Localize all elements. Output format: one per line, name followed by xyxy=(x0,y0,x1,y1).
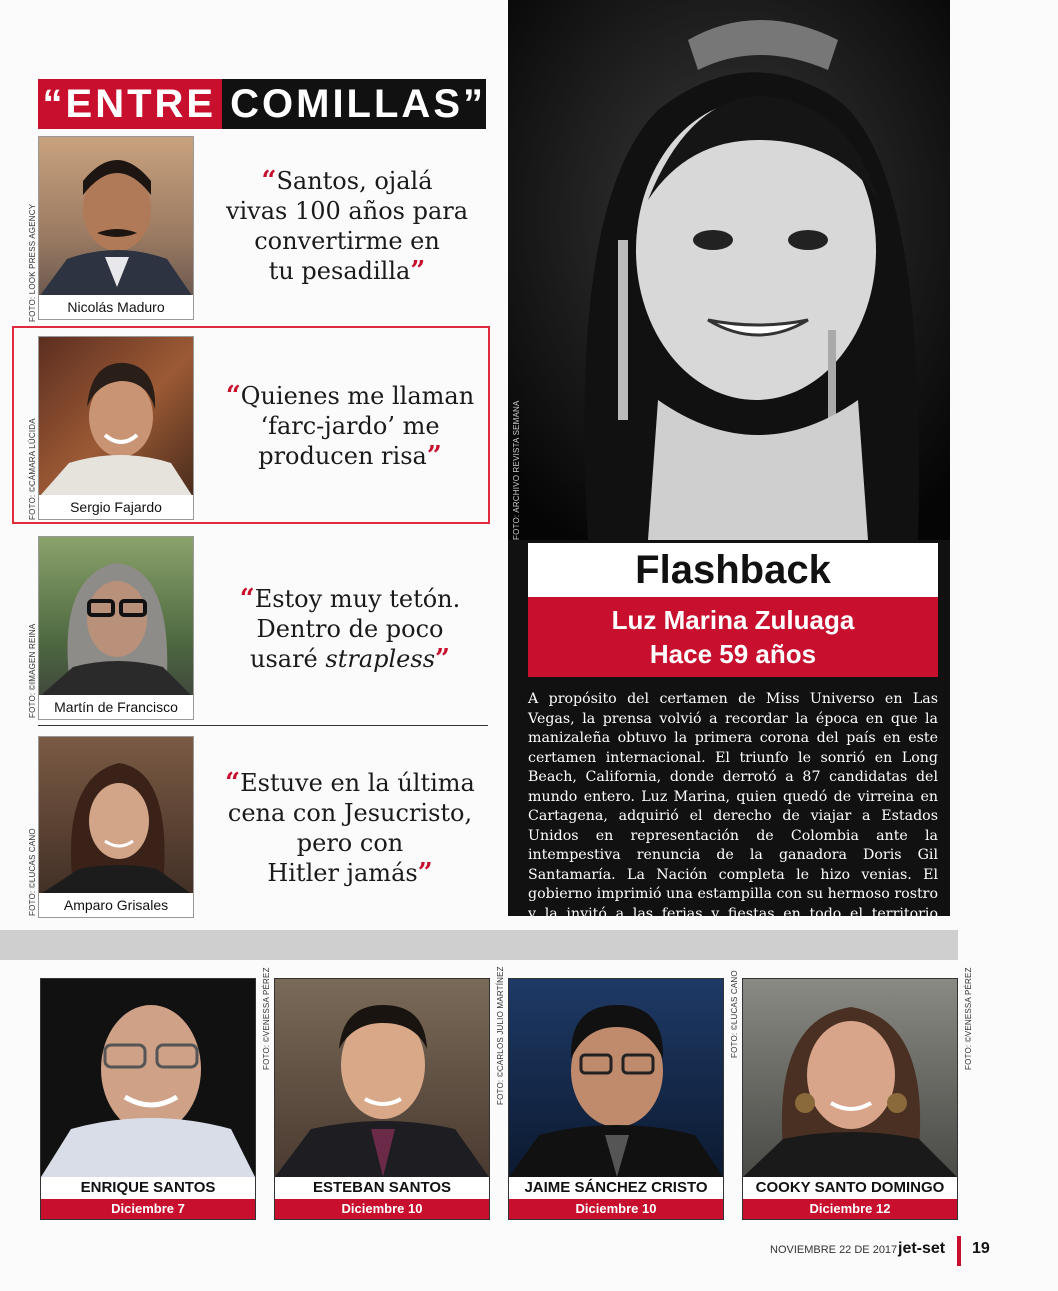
birthday-date: Diciembre 10 xyxy=(509,1199,723,1219)
portrait-enrique xyxy=(41,979,255,1177)
flashback-years: Hace 59 años xyxy=(649,639,817,669)
flashback-title: Flashback xyxy=(635,548,831,592)
quote-line: usaré xyxy=(250,645,326,673)
portrait-esteban xyxy=(275,979,489,1177)
birthday-card-jaime xyxy=(508,978,724,1220)
portrait-amparo xyxy=(39,737,193,895)
quote-line: tu pesadilla xyxy=(268,257,411,285)
birthday-card-esteban xyxy=(274,978,490,1220)
credit-martin: FOTO: ©IMAGEN REINA xyxy=(28,623,37,718)
gray-band xyxy=(0,930,958,960)
portrait-martin xyxy=(39,537,193,697)
quote-line: producen risa xyxy=(258,442,427,470)
credit-flashback: FOTO: ARCHIVO REVISTA SEMANA xyxy=(512,400,521,540)
quote-line: Quienes me llaman xyxy=(240,382,475,410)
birthday-date: Diciembre 10 xyxy=(275,1199,489,1219)
birthday-name: JAIME SÁNCHEZ CRISTO xyxy=(524,1179,708,1196)
divider-line xyxy=(38,725,488,726)
section-header xyxy=(38,79,486,129)
photo-amparo xyxy=(38,736,194,918)
photo-fajardo xyxy=(38,336,194,520)
portrait-cooky xyxy=(743,979,957,1177)
flashback-name: Luz Marina Zuluaga xyxy=(611,605,855,635)
birthday-name: ESTEBAN SANTOS xyxy=(312,1179,452,1196)
header-part2: COMILLAS” xyxy=(230,81,486,126)
quote-fajardo xyxy=(212,381,488,471)
quote-line: Estoy muy tetón. xyxy=(254,585,461,613)
footer-brand: jet-set xyxy=(898,1240,946,1257)
caption-amparo: Amparo Grisales xyxy=(39,893,193,917)
portrait-maduro xyxy=(39,137,193,297)
birthday-name: ENRIQUE SANTOS xyxy=(80,1179,216,1196)
quote-line-italic: strapless xyxy=(325,645,436,673)
header-black-block xyxy=(222,79,486,129)
photo-jaime xyxy=(509,979,723,1177)
quote-amparo xyxy=(212,768,488,888)
open-quote-mark: “ xyxy=(239,584,255,614)
credit-esteban: FOTO: ©CARLOS JULIO MARTÍNEZ xyxy=(496,966,505,1105)
quote-line: Dentro de poco xyxy=(256,615,444,643)
birthday-card-enrique xyxy=(40,978,256,1220)
header-red-block xyxy=(38,79,222,129)
birthday-card-cooky xyxy=(742,978,958,1220)
photo-esteban xyxy=(275,979,489,1177)
credit-enrique: FOTO: ©VENESSA PÉREZ xyxy=(262,967,271,1070)
quote-line: vivas 100 años para xyxy=(225,197,469,225)
quote-line: Hitler jamás xyxy=(267,859,418,887)
close-quote-mark: ” xyxy=(426,441,442,471)
credit-cooky: FOTO: ©VENESSA PÉREZ xyxy=(964,967,973,1070)
header-part1: “ENTRE xyxy=(42,81,217,126)
credit-jaime: FOTO: ©LUCAS CANO xyxy=(730,970,739,1058)
quote-line: Santos, ojalá xyxy=(276,167,433,195)
flashback-body: A propósito del certamen de Miss Universo en Las Vegas, la prensa volvió a recordar la época en que la manizaleña obtuvo la primera corona del país en este certamen internacional. El triunfo le sonrió en Long Beach, California, donde derrotó a 87 candidatas del mundo entero. Luz Marina, quien quedó de virreina en Cartagena, adquirió el derecho de viajar a Estados Unidos en representación de Colombia ante la intempestiva renuncia de la ganadora Doris Gil Santamaría. La Nación completa le hizo venias. El gobierno imprimió una estampilla con su hermoso rostro y la invitó a las ferias y fiestas en todo el territorio xyxy=(528,691,938,922)
quote-maduro xyxy=(212,166,482,286)
close-quote-mark: ” xyxy=(417,858,433,888)
caption-maduro: Nicolás Maduro xyxy=(39,295,193,319)
footer-date: NOVIEMBRE 22 DE 2017 xyxy=(770,1244,898,1256)
quote-martin xyxy=(212,584,488,674)
quote-line: ‘farc-jardo’ me xyxy=(260,412,440,440)
quote-line: pero con xyxy=(296,829,404,857)
close-quote-mark: ” xyxy=(410,256,426,286)
photo-enrique xyxy=(41,979,255,1177)
photo-cooky xyxy=(743,979,957,1177)
credit-fajardo: FOTO: ©CÁMARA LÚCIDA xyxy=(28,418,37,520)
birthday-date: Diciembre 12 xyxy=(743,1199,957,1219)
caption-fajardo: Sergio Fajardo xyxy=(39,495,193,519)
open-quote-mark: “ xyxy=(225,381,241,411)
credit-maduro: FOTO: LOOK PRESS AGENCY xyxy=(28,203,37,322)
quote-line: cena con Jesucristo, xyxy=(227,799,473,827)
close-quote-mark: ” xyxy=(435,644,450,674)
portrait-luz-marina xyxy=(508,0,950,540)
quote-line: Estuve en la última xyxy=(240,769,475,797)
caption-martin: Martín de Francisco xyxy=(39,695,193,719)
photo-martin xyxy=(38,536,194,720)
flashback-subtitle xyxy=(528,597,938,677)
page-number: 19 xyxy=(972,1240,990,1257)
credit-amparo: FOTO: ©LUCAS CANO xyxy=(28,828,37,916)
open-quote-mark: “ xyxy=(261,166,277,196)
footer-divider xyxy=(957,1236,961,1266)
photo-maduro xyxy=(38,136,194,320)
portrait-fajardo xyxy=(39,337,193,497)
portrait-jaime xyxy=(509,979,723,1177)
birthday-name: COOKY SANTO DOMINGO xyxy=(755,1179,945,1196)
open-quote-mark: “ xyxy=(225,768,241,798)
quote-line: convertirme en xyxy=(254,227,440,255)
birthday-date: Diciembre 7 xyxy=(41,1199,255,1219)
